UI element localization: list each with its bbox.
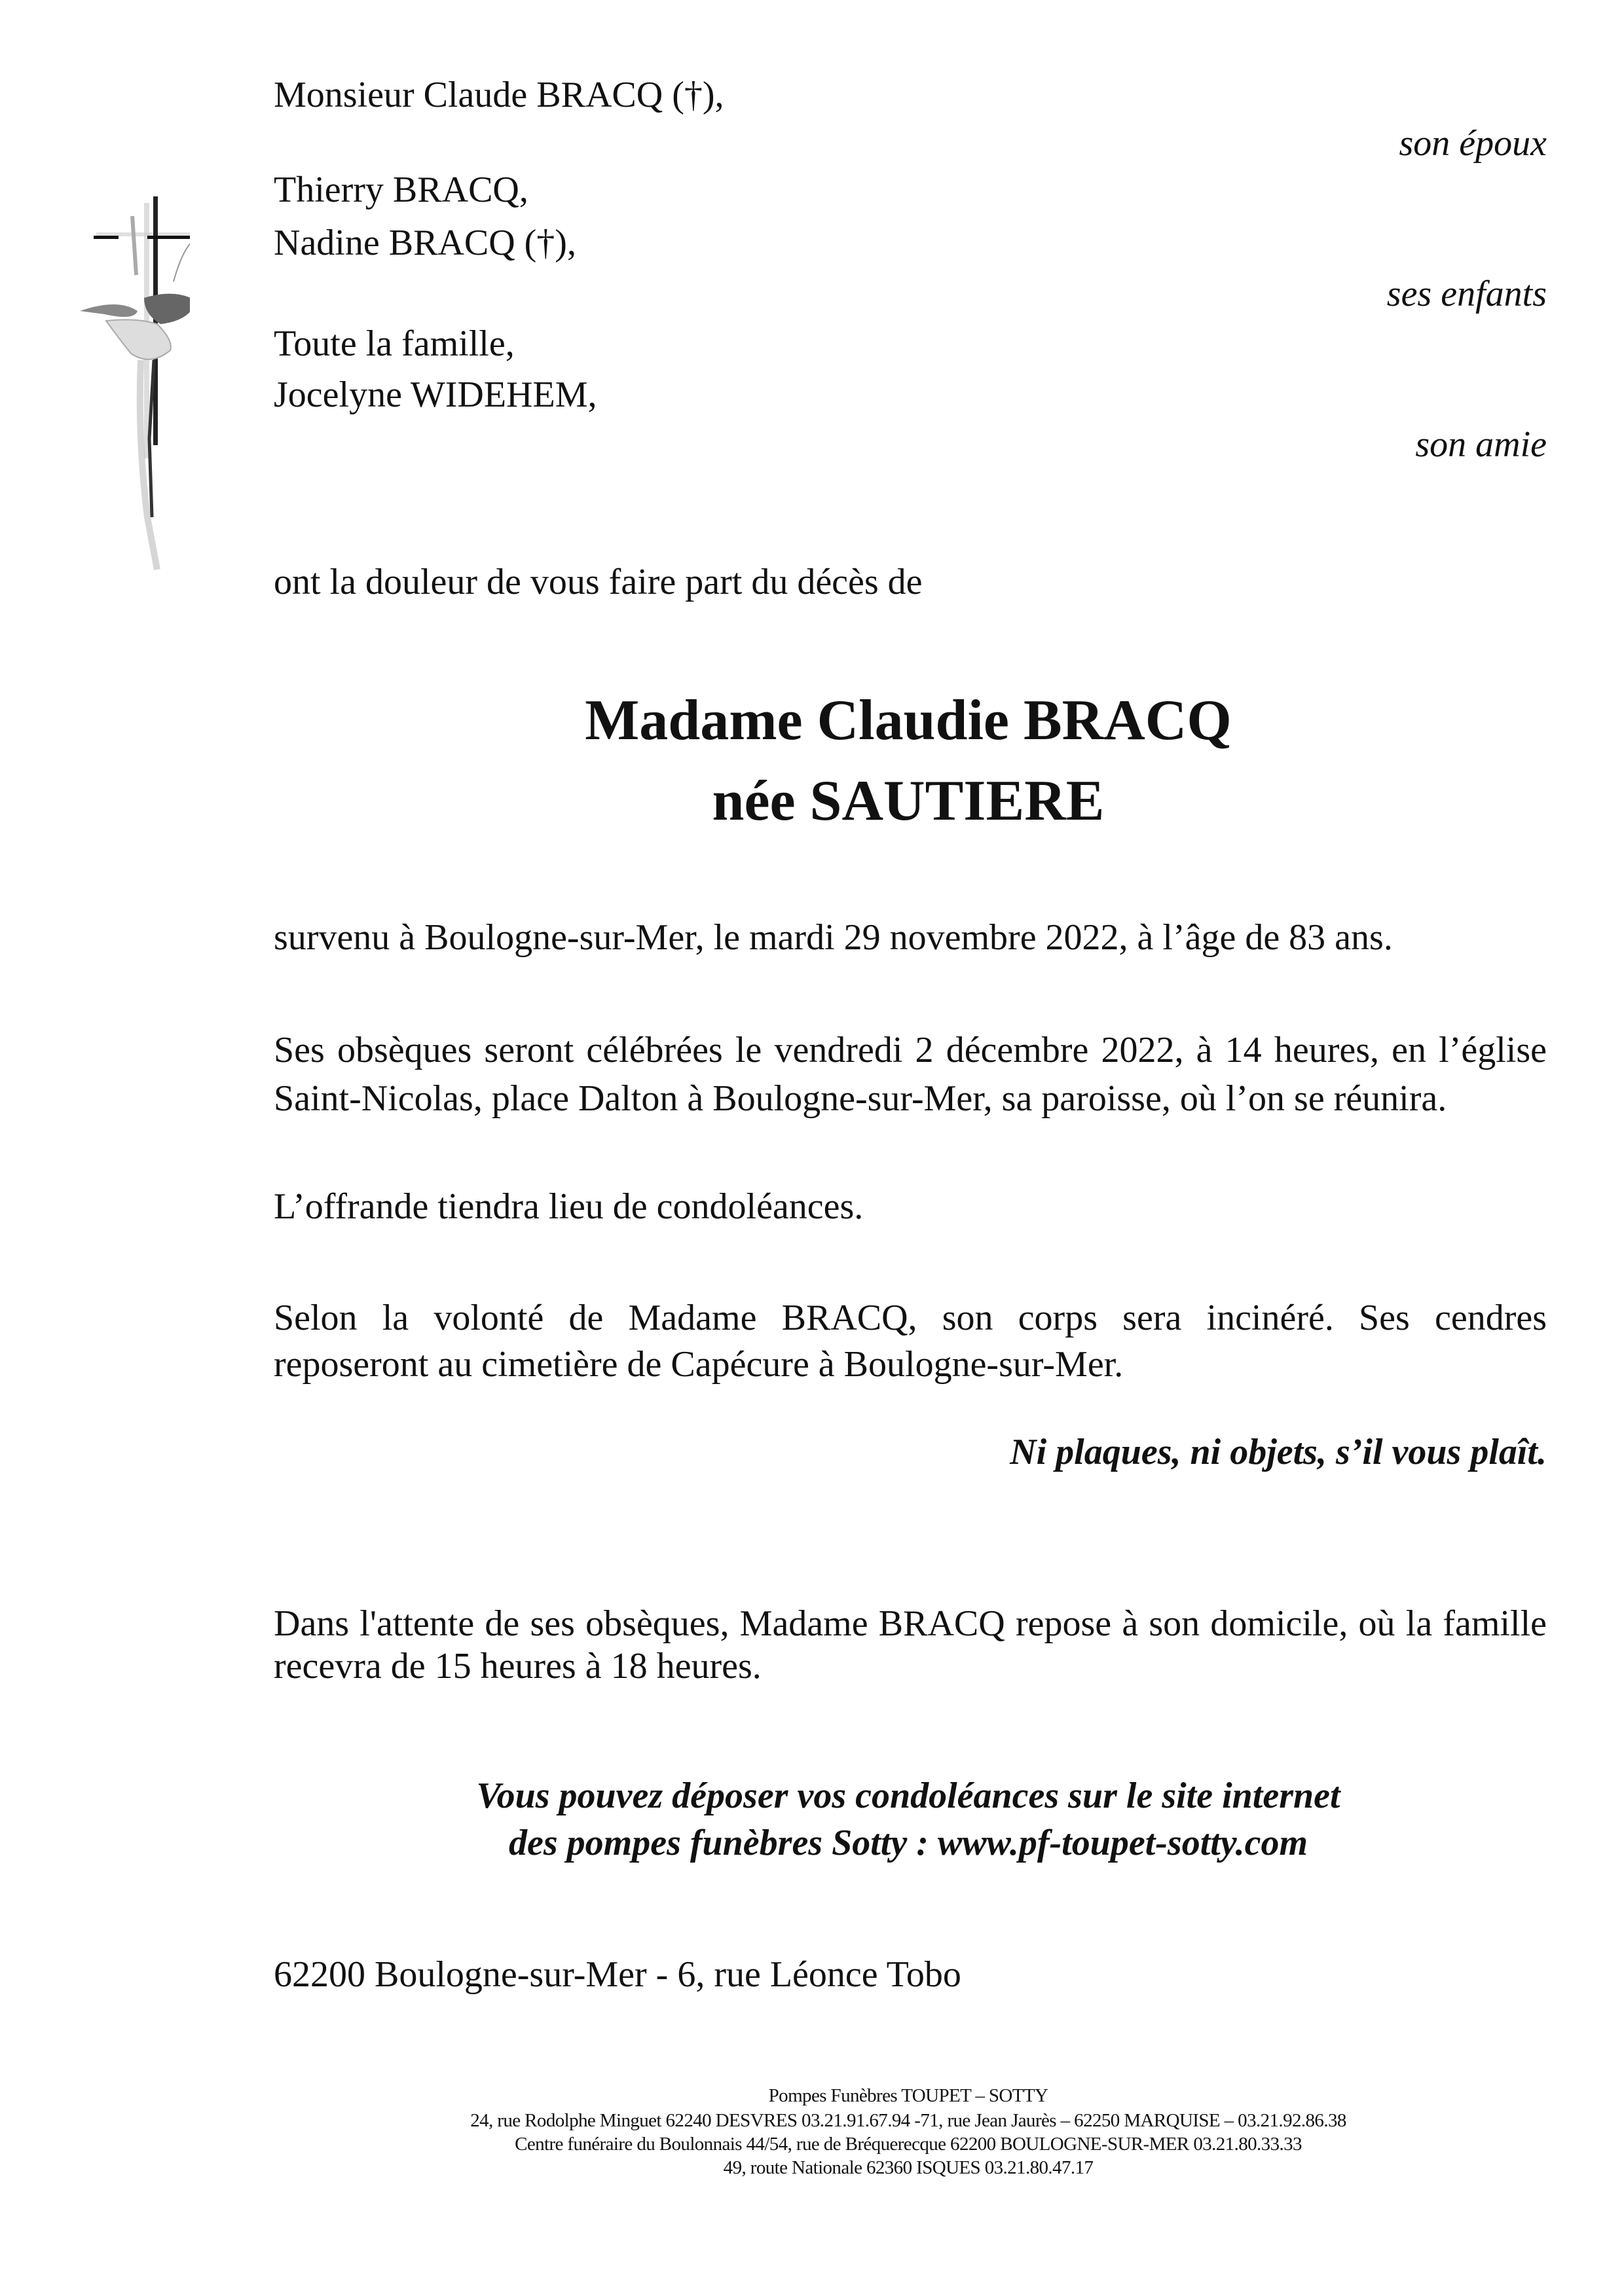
cremation-line2: reposeront au cimetière de Capécure à Boulogne-sur-Mer.	[274, 1344, 1124, 1385]
family-line-daughter: Nadine BRACQ (†),	[274, 223, 576, 263]
family-line-family: Toute la famille,	[274, 323, 515, 364]
deceased-name: Madame Claudie BRACQ	[585, 689, 1232, 752]
footer-company: Pompes Funèbres TOUPET – SOTTY	[768, 2085, 1048, 2106]
cross-with-lily-icon	[59, 177, 190, 687]
visitation-line2: recevra de 15 heures à 18 heures.	[274, 1646, 762, 1686]
family-role-husband: son époux	[1399, 123, 1547, 164]
cremation-line1: Selon la volonté de Madame BRACQ, son corps sera incinéré. Ses cendres	[274, 1298, 1547, 1338]
deceased-maiden-name: née SAUTIERE	[712, 769, 1105, 833]
funeral-details-line2: Saint-Nicolas, place Dalton à Boulogne-sur-Mer, sa paroisse, où l’on se réunira.	[274, 1078, 1447, 1119]
family-role-children: ses enfants	[1386, 274, 1547, 314]
funeral-details-line1: Ses obsèques seront célébrées le vendredi 2 décembre 2022, à 14 heures, en l’église	[274, 1030, 1547, 1070]
offering-text: L’offrande tiendra lieu de condoléances.	[274, 1186, 864, 1227]
footer-line1: 24, rue Rodolphe Minguet 62240 DESVRES 03.21.91.67.94 -71, rue Jean Jaurès – 62250 MARQUISE – 03.21.92.86.38	[470, 2110, 1346, 2131]
announcement-text: ont la douleur de vous faire part du décès de	[274, 562, 923, 602]
no-plaques-notice: Ni plaques, ni objets, s’il vous plaît.	[1010, 1432, 1547, 1472]
family-role-friend: son amie	[1415, 424, 1547, 465]
condolences-line1: Vous pouvez déposer vos condoléances sur le site internet	[476, 1776, 1340, 1816]
family-line-son: Thierry BRACQ,	[274, 170, 528, 210]
family-line-friend: Jocelyne WIDEHEM,	[274, 374, 597, 415]
condolences-line2[interactable]: des pompes funèbres Sotty : www.pf-toupet-sotty.com	[509, 1823, 1308, 1863]
home-address: 62200 Boulogne-sur-Mer - 6, rue Léonce Tobo	[274, 1954, 961, 1995]
death-details: survenu à Boulogne-sur-Mer, le mardi 29 novembre 2022, à l’âge de 83 ans.	[274, 917, 1393, 958]
family-line-husband: Monsieur Claude BRACQ (†),	[274, 75, 724, 115]
visitation-line1: Dans l'attente de ses obsèques, Madame BRACQ repose à son domicile, où la famille	[274, 1603, 1547, 1644]
footer-line2: Centre funéraire du Boulonnais 44/54, rue de Bréquerecque 62200 BOULOGNE-SUR-MER 03.21.80.33.33	[515, 2134, 1302, 2155]
footer-line3: 49, route Nationale 62360 ISQUES 03.21.80.47.17	[723, 2157, 1094, 2178]
